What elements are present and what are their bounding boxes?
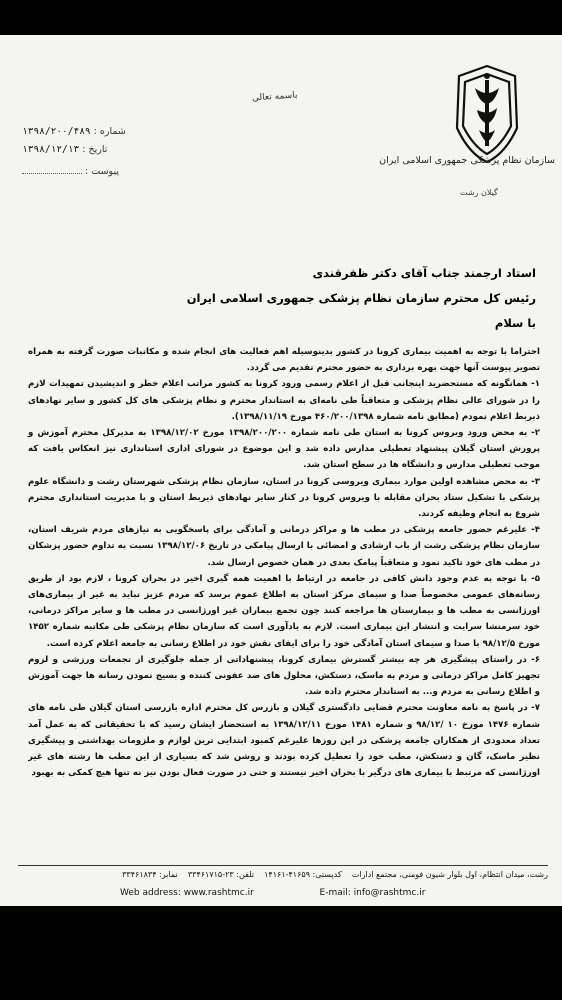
letter-attachment: [22, 166, 119, 177]
date-value: ۱۳۹۸/۱۲/۱۳: [22, 144, 80, 155]
top-black-bar: [0, 0, 562, 35]
paragraph-1: ۱- همانگونه که مستحضرید اینجانب قبل از اعلام رسمی ورود کرونا به کشور مراتب اعلام خطر و اندیشیدن تمهیدات لازم را در شورای عالی نظام پزشکی و متعاقباً طی نامه‌ای به استاندار محترم و نظام پزشکی های کل کشور و سایر نهادهای ذیربط اعلام نمودم (مطابق نامه شماره ۴۶۰/۲۰۰/۱۳۹۸ مورخ ۱۳۹۸/۱۱/۱۹).: [28, 379, 540, 422]
footer-divider: [18, 865, 548, 866]
addressee-title: استاد ارجمند جناب آقای دکتر ظفرقندی: [312, 266, 536, 280]
paragraph-3: ۳- به محض مشاهده اولین موارد بیماری ویروسی کرونا در استان، سازمان نظام پزشکی شهرستان رشت و دانشگاه علوم پزشکی با تشکیل ستاد بحران مقابله با ویروس کرونا در کنار سایر نهادهای ذیربط استان و با مدیریت استانداری محترم شروع به انجام وظیفه کردند.: [28, 476, 540, 520]
footer-fax: نمابر: ۳۳۴۶۱۸۳۴: [122, 870, 178, 879]
organization-city: گیلان رشت: [460, 188, 498, 197]
number-label: شماره :: [93, 126, 126, 137]
bottom-black-bar: [0, 906, 562, 1000]
addressee-position: رئیس کل محترم سازمان نظام پزشکی جمهوری اسلامی ایران: [186, 291, 536, 305]
greeting: با سلام: [494, 316, 536, 330]
medical-council-logo-icon: [445, 58, 530, 168]
paragraph-6: ۶- در راستای پیشگیری هر چه بیشتر گسترش بیماری کرونا، پیشنهاداتی از جمله جلوگیری از تجمعات ورزشی و لزوم تجهیز کامل مراکز درمانی و مردم به ماسک، دستکش، محلول های ضد عفونی کننده و بسیج نمودن رسانه ها جهت آموزش و اطلاع رسانی به مردم و... به استاندار محترم داده شد.: [28, 654, 540, 698]
footer-phone: تلفن: ۲۳-۳۳۴۶۱۷۱۵: [187, 870, 254, 879]
attachment-label: پیوست :: [85, 166, 119, 177]
paragraph-4: ۴- علیرغم حضور جامعه پزشکی در مطب ها و مراکز درمانی و آمادگی برای پاسخگویی به نیازهای مردم شریف استان، سازمان نظام پزشکی رشت از باب ارشادی و امضائی با ارسال پیامکی در تاریخ ۱۳۹۸/۱۲/۰۶ نسبت به تداوم حضور پزشکان در مطب های خود تاکید نمود و متعاقباً پیامک بعدی در همان خصوص ارسال شد.: [28, 525, 540, 568]
footer-email[interactable]: E-mail: info@rashtmc.ir: [319, 888, 426, 898]
footer-address: رشت، میدان انتظام، اول بلوار شیون فومنی، مجتمع ادارات: [351, 870, 548, 879]
letter-number: [22, 126, 126, 137]
footer-web: [120, 888, 500, 898]
footer-contact: [18, 870, 548, 879]
footer-postal-code: کدپستی: ۴۱۶۵۹-۱۴۱۶۱: [264, 870, 342, 879]
paragraph-7: ۷- در پاسخ به نامه معاونت محترم قضایی دادگستری گیلان و بازرس کل محترم اداره بازرسی استان گیلان طی نامه های شماره ۱۴۷۶ مورخ ۱۰ /۹۸/۱۲ و شماره ۱۴۸۱ مورخ ۱۳۹۸/۱۲/۱۱ به استحضار ایشان رسید که با تحقیقاتی که به عمل آمد تعداد معدودی از همکاران جامعه پزشکی در این روزها علیرغم کمبود ابتدایی ترین لوازم و ملزومات بهداشتی و پیشگیری نظیر ماسک، گان و دستکش، مطب خود را تعطیل کرده بودند و روشن شد که بسیاری از این مطب ها رشته های غیر اورژانسی که مرتبط با بیماری های درگیر با بحران اخیر نیستند و حتی در صورت فعال بودن نیز نه تنها هیچ کمکی به بهبود: [28, 703, 540, 779]
letter-date: [22, 144, 107, 155]
letter-body: [28, 344, 540, 781]
paragraph-5: ۵- با توجه به عدم وجود دانش کافی در جامعه در ارتباط با اهمیت همه گیری اخیر در بحران کرونا ، لازم بود از طریق رسانه‌های عمومی مخصوصاً صدا و سیمای مرکز استان به اطلاع عموم برسد که مردم عزیز نباید به غیر از بیماری‌های اورژانسی به مطب ها و بیمارستان ها مراجعه کنند چون تجمع بیماران غیر اورژانسی در مطب ها و سایر مراکز درمانی، خود سرمنشا سرایت و انتشار این بیماری است. لازم به یادآوری است که سازمان نظام پزشکی طی مکاتبه شماره ۱۴۵۲ مورخ ۹۸/۱۲/۵ با صدا و سیمای استان آمادگی خود را برای ایفای نقش خود در اطلاع رسانی به جامعه اعلام کرده است.: [28, 573, 540, 649]
organization-name: سازمان نظام پزشکی جمهوری اسلامی ایران: [379, 155, 555, 166]
paragraph-2: ۲- به محض ورود ویروس کرونا به استان طی نامه شماره ۱۳۹۸/۲۰۰/۲۰۰ مورخ ۱۳۹۸/۱۲/۰۲ به مدیرکل محترم آموزش و پرورش استان گیلان پیشنهاد تعطیلی مدارس داده شد و این موضوع در شورای اداری استانداری نیز انعکاس یافت که موجب تعطیلی مدارس و دانشگاه ها در سطح استان شد.: [28, 428, 540, 471]
footer-website[interactable]: Web address: www.rashtmc.ir: [120, 888, 254, 898]
number-value: ۱۳۹۸/۲۰۰/۴۸۹: [22, 126, 91, 137]
paragraph-intro: احتراما با توجه به اهمیت بیماری کرونا در کشور بدینوسیله اهم فعالیت های انجام شده و مکاتبات صورت گرفته به همراه تصویر پیوست آنها جهت بهره برداری به حضور محترم تقدیم می گردد.: [28, 347, 540, 374]
bismillah-heading: باسمه تعالی: [251, 90, 298, 104]
date-label: تاریخ :: [82, 144, 108, 155]
